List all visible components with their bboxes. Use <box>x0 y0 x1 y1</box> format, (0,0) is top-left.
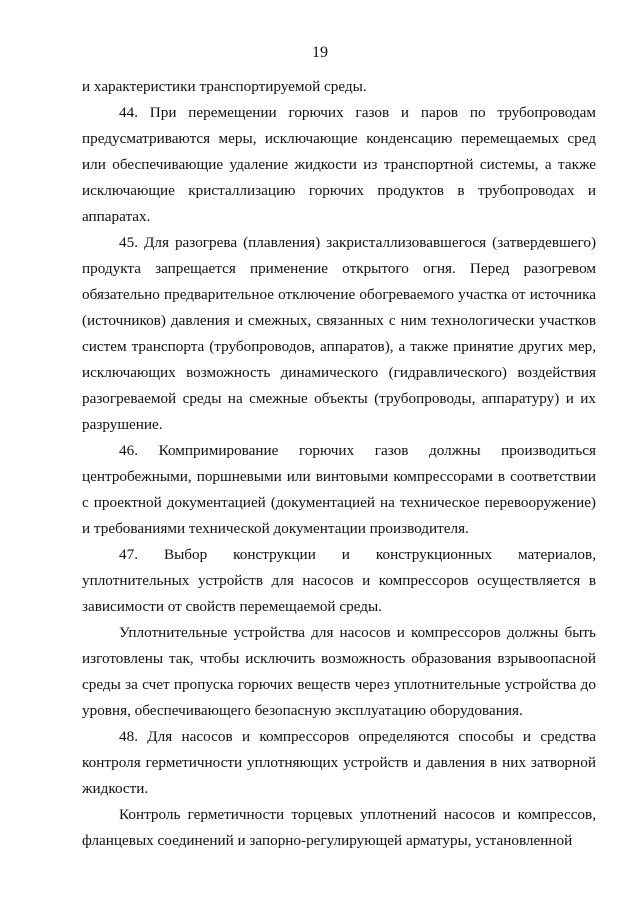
paragraph-continuation: и характеристики транспортируемой среды. <box>82 78 367 95</box>
paragraph-item-47-seals: Уплотнительные устройства для насосов и компрессоров должны быть изготовлены так, чтобы исключить возможность образования взрывоопасной среды за счет пропуска горючих веществ через уплотнительные устройства до уровня, обеспечивающего безопасную эксплуатацию оборудования. <box>82 624 596 719</box>
document-body <box>82 74 596 854</box>
paragraph-item-44: 44. При перемещении горючих газов и паров по трубопроводам предусматриваются меры, исключающие конденсацию перемещаемых сред или обеспечивающие удаление жидкости из транспортной системы, а также исключающие кристаллизацию горючих продуктов в трубопроводах и аппаратах. <box>82 104 596 225</box>
page-number: 19 <box>312 44 328 61</box>
paragraph-item-48-control: Контроль герметичности торцевых уплотнений насосов и компрессов, фланцевых соединений и запорно-регулирующей арматуры, установленной <box>82 806 596 849</box>
paragraph-item-46: 46. Компримирование горючих газов должны производиться центробежными, поршневыми или винтовыми компрессорами в соответствии с проектной документацией (документацией на техническое перевооружение) и требованиями технической документации производителя. <box>82 442 596 537</box>
paragraph-item-48: 48. Для насосов и компрессоров определяются способы и средства контроля герметичности уплотняющих устройств и давления в них затворной жидкости. <box>82 728 596 797</box>
paragraph-item-45: 45. Для разогрева (плавления) закристаллизовавшегося (затвердевшего) продукта запрещается применение открытого огня. Перед разогревом обязательно предварительное отключение обогреваемого участка от источника (источников) давления и смежных, связанных с ним технологически участков систем транспорта (трубопроводов, аппаратов), а также принятие других мер, исключающих возможность динамического (гидравлического) воздействия разогреваемой среды на смежные объекты (трубопроводы, аппаратуру) и их разрушение. <box>82 234 596 433</box>
paragraph-item-47: 47. Выбор конструкции и конструкционных материалов, уплотнительных устройств для насосов и компрессоров осуществляется в зависимости от свойств перемещаемой среды. <box>82 546 596 615</box>
